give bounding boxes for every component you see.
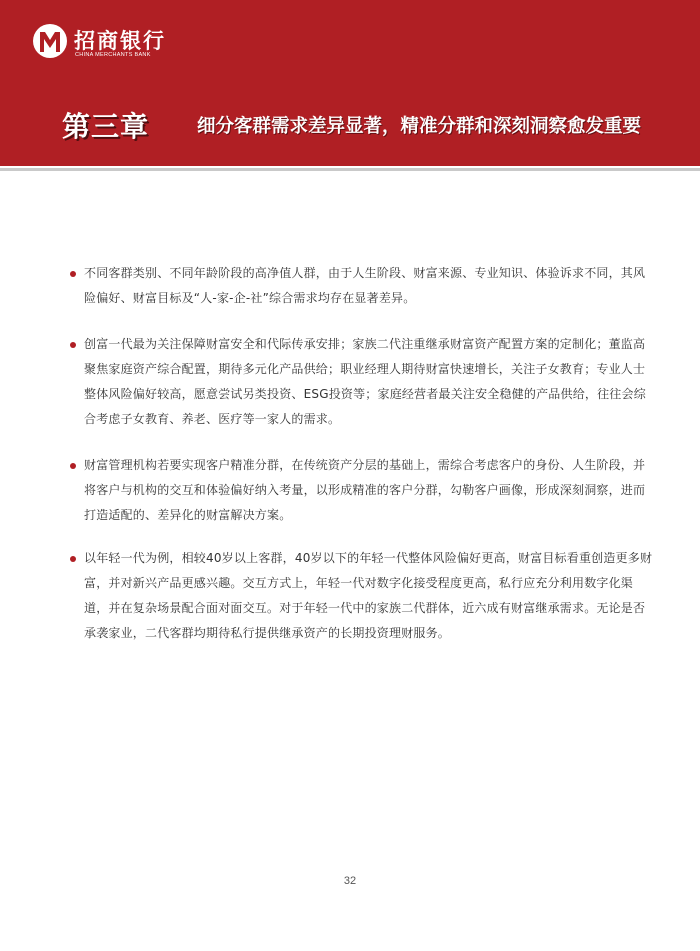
bullet-dot [70, 342, 76, 348]
chapter-header-banner [0, 0, 700, 166]
bullet-item: 创富一代最为关注保障财富安全和代际传承安排；家族二代注重继承财富资产配置方案的定制化；董监高聚焦家庭资产综合配置，期待多元化产品供给；职业经理人期待财富快速增长，关注子女教育；专业人士整体风险偏好较高，愿意尝试另类投资、ESG投资等；家庭经营者最关注安全稳健的产品供给，往往会综合考虑子女教育、养老、医疗等一家人的需求。 [84, 337, 646, 426]
bullet-item: 财富管理机构若要实现客户精准分群，在传统资产分层的基础上，需综合考虑客户的身份、人生阶段，并将客户与机构的交互和体验偏好纳入考量，以形成精准的客户分群，勾勒客户画像，形成深刻洞察，进而打造适配的、差异化的财富解决方案。 [84, 458, 646, 522]
chapter-title: 细分客群需求差异显著，精准分群和深刻洞察愈发重要 [197, 116, 642, 137]
bank-name-en: CHINA MERCHANTS BANK [75, 52, 151, 58]
bullet-dot [70, 463, 76, 469]
page-number: 32 [343, 875, 357, 887]
header-divider [0, 168, 700, 171]
bullet-dot [70, 556, 76, 562]
chapter-label: 第三章 [62, 110, 150, 143]
bullet-item: 以年轻一代为例，相较40岁以上客群，40岁以下的年轻一代整体风险偏好更高，财富目标看重创造更多财富，并对新兴产品更感兴趣。交互方式上，年轻一代对数字化接受程度更高，私行应充分利用数字化渠道，并在复杂场景配合面对面交互。对于年轻一代中的家族二代群体，近六成有财富继承需求。无论是否承袭家业，二代客群均期待私行提供继承资产的长期投资理财服务。 [84, 551, 653, 640]
bullet-dot [70, 271, 76, 277]
bullet-item: 不同客群类别、不同年龄阶段的高净值人群，由于人生阶段、财富来源、专业知识、体验诉求不同，其风险偏好、财富目标及“人-家-企-社”综合需求均存在显著差异。 [84, 266, 646, 305]
bank-logo-icon [32, 23, 68, 59]
bank-name-cn: 招商银行 [74, 29, 166, 53]
